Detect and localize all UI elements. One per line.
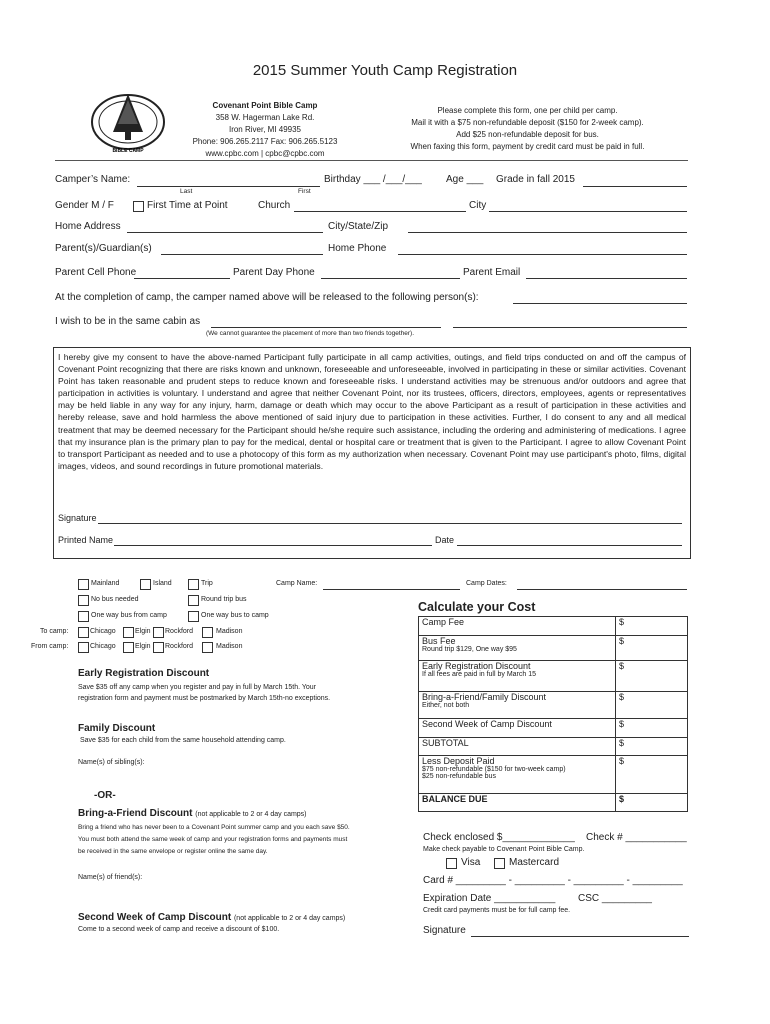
or-separator: -OR-: [94, 790, 116, 801]
cabin-field-1[interactable]: [211, 327, 441, 328]
family-discount-text: Save $35 for each child from the same household attending camp.: [80, 737, 286, 744]
waiver-signature-field[interactable]: [98, 523, 682, 524]
campers-name-label: Camper’s Name:: [55, 174, 131, 185]
check-number-field[interactable]: Check # ___________: [586, 832, 687, 843]
cost-amount: $: [619, 636, 625, 646]
org-address2: Iron River, MI 49935: [228, 125, 302, 134]
mastercard-checkbox[interactable]: [494, 858, 505, 869]
gender-field[interactable]: Gender M / F: [55, 200, 114, 211]
org-web: www.cpbc.com | cpbc@cpbc.com: [205, 149, 325, 158]
trip-label: Trip: [201, 580, 213, 587]
early-discount-text-1: Save $35 off any camp when you register and pay in full by March 15th. Your: [78, 684, 317, 691]
camp-dates-label: Camp Dates:: [466, 580, 507, 587]
card-number-field[interactable]: Card # _________ - _________ - _________ - _________: [423, 875, 683, 886]
cost-label-cell: [419, 692, 616, 719]
cost-label-cell: [419, 756, 616, 794]
printed-name-label: Printed Name: [58, 535, 114, 545]
cost-label-cell: [419, 617, 616, 636]
friend-discount-title: Bring-a-Friend Discount: [78, 808, 193, 819]
org-block: [175, 100, 355, 160]
mainland-checkbox[interactable]: [78, 579, 89, 590]
cost-amount: $: [619, 661, 625, 671]
second-week-title: Second Week of Camp Discount: [78, 912, 232, 923]
city-field[interactable]: [489, 211, 687, 212]
to-elgin-label: Elgin: [135, 628, 151, 635]
cost-row: [419, 756, 688, 794]
second-week-heading: [78, 912, 345, 923]
cost-label: Bring-a-Friend/Family Discount: [422, 692, 547, 702]
cabin-note: (We cannot guarantee the placement of more than two friends together).: [206, 330, 414, 337]
early-discount-text-2: registration form and payment must be postmarked by March 15th-no exceptions.: [78, 695, 331, 702]
first-label: First: [298, 188, 311, 195]
from-madison-checkbox[interactable]: [202, 642, 213, 653]
parent-cell-label: Parent Cell Phone: [55, 267, 137, 278]
cost-amount-field[interactable]: [616, 719, 688, 738]
second-week-note: (not applicable to 2 or 4 day camps): [233, 915, 346, 922]
parents-field[interactable]: [161, 254, 323, 255]
cost-label: Bus Fee: [422, 636, 456, 646]
no-bus-label: No bus needed: [91, 596, 139, 603]
early-discount-title: Early Registration Discount: [78, 668, 210, 679]
to-madison-checkbox[interactable]: [202, 627, 213, 638]
page-title: 2015 Summer Youth Camp Registration: [252, 62, 518, 79]
check-enclosed-field[interactable]: Check enclosed $_____________: [423, 832, 575, 843]
from-chicago-checkbox[interactable]: [78, 642, 89, 653]
one-way-to-checkbox[interactable]: [188, 611, 199, 622]
age-field[interactable]: Age ___: [446, 174, 484, 185]
payment-signature-field[interactable]: [471, 936, 689, 937]
parent-day-field[interactable]: [321, 278, 460, 279]
cost-amount-field[interactable]: [616, 617, 688, 636]
home-phone-field[interactable]: [398, 254, 687, 255]
parent-day-label: Parent Day Phone: [233, 267, 315, 278]
from-rockford-checkbox[interactable]: [153, 642, 164, 653]
to-camp-label: To camp:: [40, 628, 69, 635]
home-phone-label: Home Phone: [328, 243, 387, 254]
payable-note: Make check payable to Covenant Point Bible Camp.: [423, 846, 585, 853]
church-label: Church: [258, 200, 291, 211]
birthday-field[interactable]: Birthday ___ /___/___: [324, 174, 422, 185]
cost-row: [419, 661, 688, 692]
cost-label: Second Week of Camp Discount: [422, 719, 552, 729]
friend-discount-note: (not applicable to 2 or 4 day camps): [195, 811, 307, 818]
org-phone: Phone: 906.265.2117 Fax: 906.265.5123: [192, 137, 338, 146]
first-time-label: First Time at Point: [147, 200, 228, 211]
cost-amount-field[interactable]: [616, 692, 688, 719]
parent-email-label: Parent Email: [463, 267, 521, 278]
from-elgin-checkbox[interactable]: [123, 642, 134, 653]
instructions-block: [375, 105, 680, 153]
one-way-from-label: One way bus from camp: [91, 612, 167, 619]
cost-amount-field[interactable]: [616, 636, 688, 661]
cost-label: Camp Fee: [422, 617, 465, 627]
round-trip-label: Round trip bus: [201, 596, 247, 603]
cost-amount: $: [619, 794, 625, 804]
to-chicago-label: Chicago: [90, 628, 116, 635]
home-address-field[interactable]: [127, 232, 323, 233]
friends-label: Name(s) of friend(s):: [78, 874, 143, 881]
cost-amount: $: [619, 692, 625, 702]
to-rockford-label: Rockford: [165, 628, 194, 635]
from-madison-label: Madison: [216, 643, 243, 650]
cost-amount-field[interactable]: [616, 738, 688, 756]
cost-sublabel: If all fees are paid in full by March 15: [422, 671, 537, 678]
cost-row: [419, 692, 688, 719]
cost-amount: $: [619, 738, 625, 748]
siblings-label: Name(s) of sibling(s):: [78, 759, 145, 766]
friend-text-2: You must both attend the same week of camp and your registration forms and payments must: [78, 836, 348, 843]
parent-email-field[interactable]: [526, 278, 687, 279]
to-madison-label: Madison: [216, 628, 243, 635]
city-label: City: [469, 200, 487, 211]
cost-row: [419, 738, 688, 756]
cost-amount-field[interactable]: [616, 756, 688, 794]
printed-name-field[interactable]: [114, 545, 432, 546]
waiver-signature-label: Signature: [58, 513, 97, 523]
cost-row: [419, 794, 688, 812]
parents-label: Parent(s)/Guardian(s): [55, 243, 152, 254]
waiver-box: [53, 347, 691, 559]
from-chicago-label: Chicago: [90, 643, 116, 650]
release-field[interactable]: [513, 303, 687, 304]
mastercard-label: Mastercard: [509, 857, 560, 868]
cost-sublabel-2: $25 non-refundable bus: [422, 773, 496, 780]
cost-label-cell: [419, 794, 616, 812]
church-field[interactable]: [294, 211, 466, 212]
one-way-to-label: One way bus to camp: [201, 612, 269, 619]
instruction-line: Add $25 non-refundable deposit for bus.: [456, 130, 599, 139]
mainland-label: Mainland: [91, 580, 120, 587]
cost-label-cell: [419, 738, 616, 756]
cost-label-cell: [419, 661, 616, 692]
payment-signature-label: Signature: [423, 925, 466, 936]
cost-amount-field[interactable]: [616, 661, 688, 692]
expiration-field[interactable]: Expiration Date ___________: [423, 893, 556, 904]
trip-checkbox[interactable]: [188, 579, 199, 590]
first-time-checkbox[interactable]: [133, 201, 144, 212]
round-trip-checkbox[interactable]: [188, 595, 199, 606]
friend-discount-heading: [78, 808, 307, 819]
cost-row: [419, 719, 688, 738]
cost-label: BALANCE DUE: [422, 794, 488, 804]
grade-field[interactable]: [583, 186, 687, 187]
svg-text:BIBLE CAMP: BIBLE CAMP: [112, 148, 144, 154]
friend-text-3: be received in the same envelope or register online the same day.: [78, 848, 268, 855]
cabin-label: I wish to be in the same cabin as: [55, 316, 201, 327]
org-name: Covenant Point Bible Camp: [212, 101, 318, 110]
cost-amount: $: [619, 719, 625, 729]
city-state-zip-label: City/State/Zip: [328, 221, 389, 232]
visa-label: Visa: [461, 857, 481, 868]
camp-name-field[interactable]: [323, 589, 460, 590]
from-elgin-label: Elgin: [135, 643, 151, 650]
to-rockford-checkbox[interactable]: [153, 627, 164, 638]
cost-amount-field[interactable]: [616, 794, 688, 812]
visa-checkbox[interactable]: [446, 858, 457, 869]
to-elgin-checkbox[interactable]: [123, 627, 134, 638]
island-label: Island: [153, 580, 172, 587]
to-chicago-checkbox[interactable]: [78, 627, 89, 638]
cost-amount: $: [619, 756, 625, 766]
cost-label-cell: [419, 636, 616, 661]
camp-logo: [88, 88, 168, 158]
cost-table: [418, 616, 688, 812]
one-way-from-checkbox[interactable]: [78, 611, 89, 622]
cost-label: Less Deposit Paid: [422, 756, 495, 766]
cost-row: [419, 636, 688, 661]
cost-label-cell: [419, 719, 616, 738]
from-camp-label: From camp:: [31, 643, 69, 650]
no-bus-checkbox[interactable]: [78, 595, 89, 606]
city-state-zip-field[interactable]: [408, 232, 687, 233]
release-label: At the completion of camp, the camper named above will be released to the following person(s):: [55, 292, 479, 303]
from-rockford-label: Rockford: [165, 643, 194, 650]
cost-sublabel: Either, not both: [422, 702, 470, 709]
header-divider: [55, 160, 688, 161]
instruction-line: Please complete this form, one per child per camp.: [437, 106, 618, 115]
friend-text-1: Bring a friend who has never been to a Covenant Point summer camp and you each save $50.: [78, 824, 350, 831]
waiver-text: I hereby give my consent to have the above-named Participant fully participate in all camp activities, outings, and field trips conducted on and off the campus of Covenant Point recognizing that there are risks known and unknown, foreseeable and unforeseeable, involved in participating in these or similar activities. Covenant Point has taken reasonable and prudent steps to reduce known and foreseeable risks. I understand activities may be strenuous and/or outdoors and agree that participation in activities is voluntary. I understand and agree that neither Covenant Point, nor its trustees, officers, directors, employees, agents or representatives may be held liable in any way for any injury, harm, damage or death which may occur to the above Participant as a result of participation in these activities and hereby release, save and hold harmless the above mentioned of said injury due to participation in these activities. Further, I do consent to any and all medical treatment that may be deemed necessary for the Participant should he/she require such assistance, including the ordering and administering of medications. I agree that my insurance plan is the primary plan to pay for the medical, dental or hospital care or treatment that is given to the Participant. I agree to allow Covenant Point to transport Participant as needed and to use a photocopy of this form as my authorization when necessary. Covenant Point may use participant's photo, films, digital images, videos, and sound recordings in future promotional materials.: [58, 352, 686, 471]
cabin-field-2[interactable]: [453, 327, 687, 328]
second-week-text: Come to a second week of camp and receive a discount of $100.: [78, 926, 280, 933]
cost-amount: $: [619, 617, 625, 627]
cc-note: Credit card payments must be for full camp fee.: [423, 907, 571, 914]
cost-sublabel: Round trip $129, One way $95: [422, 646, 517, 653]
campers-name-field[interactable]: [137, 186, 320, 187]
cost-sublabel: $75 non-refundable ($150 for two-week camp): [422, 766, 566, 773]
parent-cell-field[interactable]: [134, 278, 230, 279]
waiver-date-label: Date: [435, 535, 455, 545]
grade-label: Grade in fall 2015: [496, 174, 575, 185]
island-checkbox[interactable]: [140, 579, 151, 590]
family-discount-title: Family Discount: [78, 723, 156, 734]
csc-field[interactable]: CSC _________: [578, 893, 652, 904]
cost-label: Early Registration Discount: [422, 661, 531, 671]
instruction-line: When faxing this form, payment by credit card must be paid in full.: [410, 142, 645, 151]
org-address1: 358 W. Hagerman Lake Rd.: [215, 113, 315, 122]
instruction-line: Mail it with a $75 non-refundable deposit ($150 for 2-week camp).: [411, 118, 644, 127]
waiver-date-field[interactable]: [457, 545, 682, 546]
camp-name-label: Camp Name:: [276, 580, 318, 587]
cost-label: SUBTOTAL: [422, 738, 469, 748]
cost-title: Calculate your Cost: [418, 600, 536, 614]
cost-row: [419, 617, 688, 636]
last-label: Last: [180, 188, 193, 195]
home-address-label: Home Address: [55, 221, 121, 232]
camp-dates-field[interactable]: [517, 589, 687, 590]
